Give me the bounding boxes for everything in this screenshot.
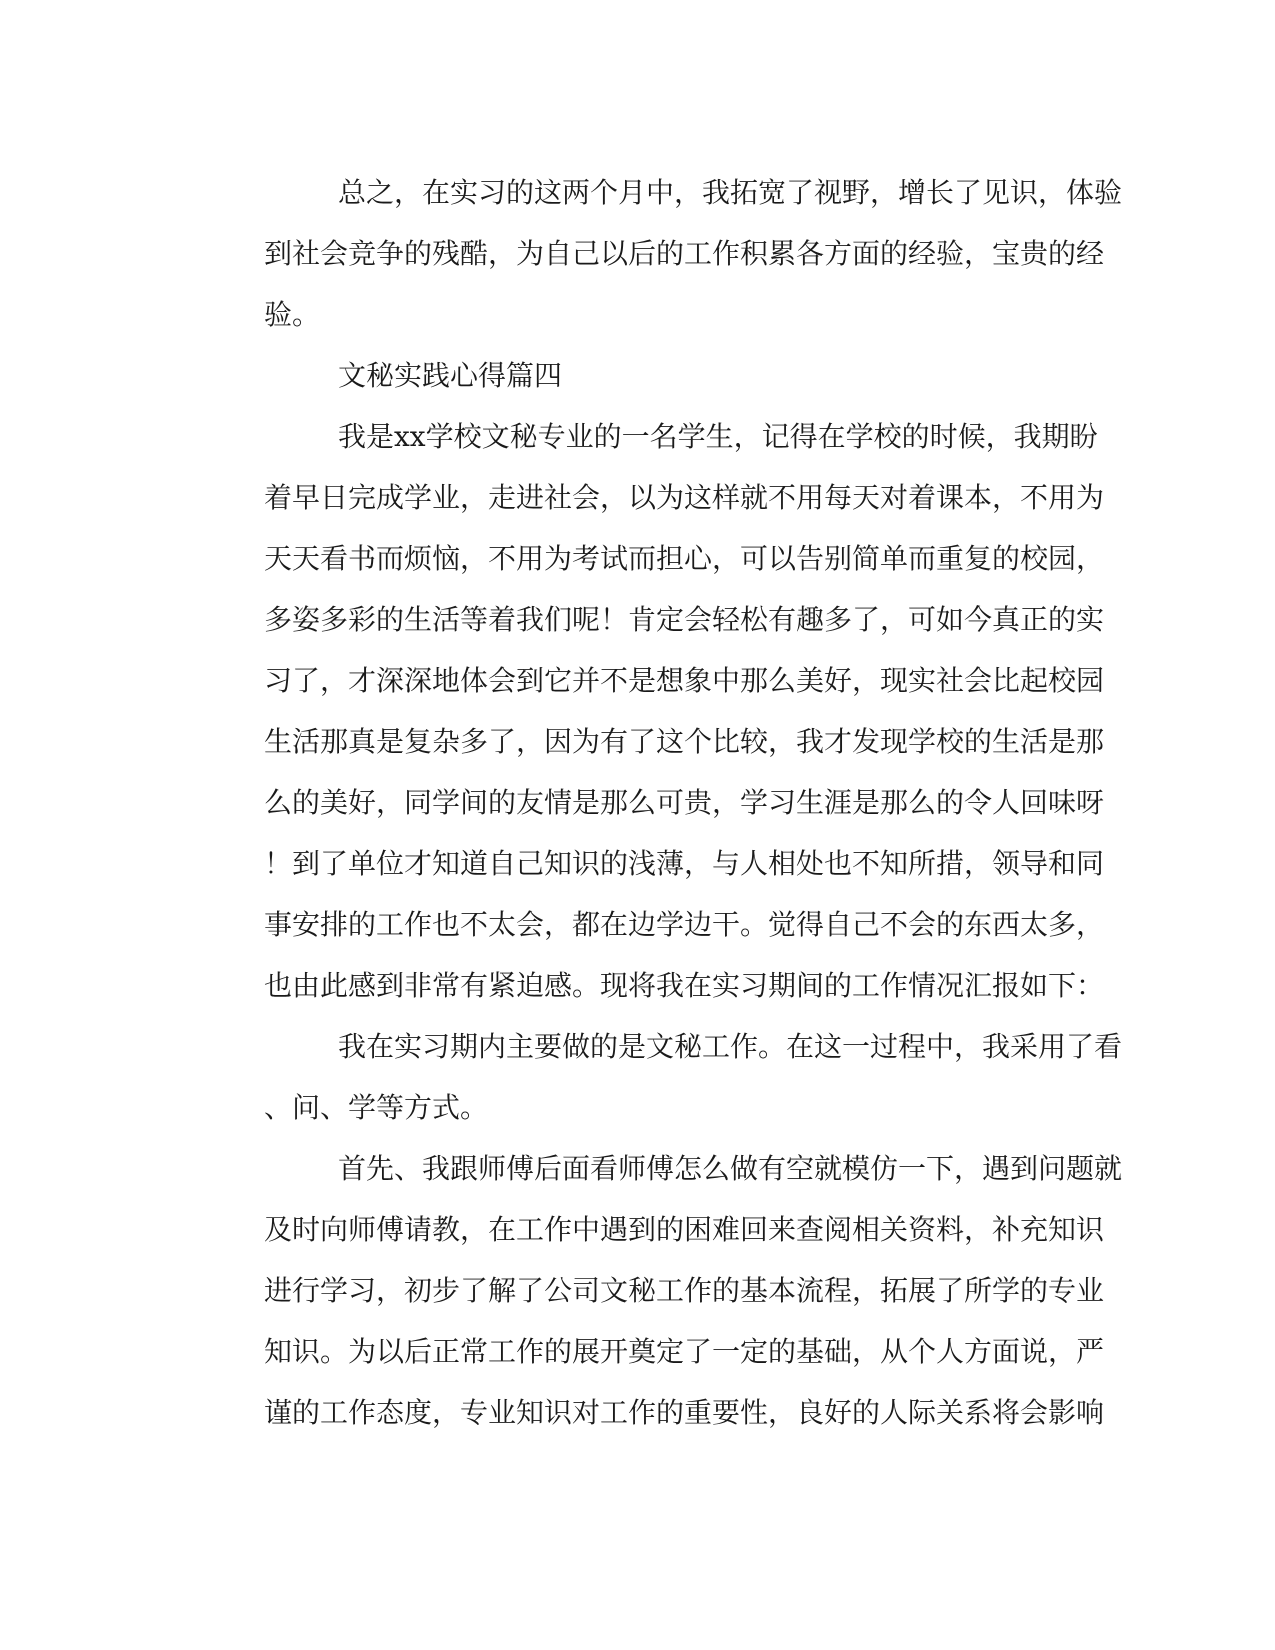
text-line: 谨的工作态度，专业知识对工作的重要性，良好的人际关系将会影响	[264, 1396, 1105, 1429]
text-line: 验。	[264, 298, 321, 331]
text-line: 生活那真是复杂多了，因为有了这个比较，我才发现学校的生活是那	[264, 725, 1105, 758]
text-line: 、问、学等方式。	[264, 1091, 489, 1124]
text-line: 我在实习期内主要做的是文秘工作。在这一过程中，我采用了看	[338, 1030, 1123, 1063]
section-heading	[190, 345, 1070, 406]
text-line: 么的美好，同学间的友情是那么可贵，学习生涯是那么的令人回味呀	[264, 786, 1105, 819]
paragraph-first	[190, 1138, 1123, 1443]
text-line: 首先、我跟师傅后面看师傅怎么做有空就模仿一下，遇到问题就	[338, 1152, 1123, 1185]
text-line: 也由此感到非常有紧迫感。现将我在实习期间的工作情况汇报如下：	[264, 969, 1105, 1002]
text-line: 进行学习，初步了解了公司文秘工作的基本流程，拓展了所学的专业	[264, 1274, 1105, 1307]
paragraph-summary	[190, 162, 1123, 345]
text-line: 天天看书而烦恼，不用为考试而担心，可以告别简单而重复的校园，	[264, 542, 1105, 575]
text-line: 及时向师傅请教，在工作中遇到的困难回来查阅相关资料，补充知识	[264, 1213, 1105, 1246]
text-line: 总之，在实习的这两个月中，我拓宽了视野，增长了见识，体验	[338, 176, 1123, 209]
text-line: 知识。为以后正常工作的展开奠定了一定的基础，从个人方面说，严	[264, 1335, 1105, 1368]
text-line: 多姿多彩的生活等着我们呢！肯定会轻松有趣多了，可如今真正的实	[264, 603, 1105, 636]
text-line: 着早日完成学业，走进社会，以为这样就不用每天对着课本，不用为	[264, 481, 1105, 514]
text-line: 到社会竞争的残酷，为自己以后的工作积累各方面的经验，宝贵的经	[264, 237, 1105, 270]
text-line: ！到了单位才知道自己知识的浅薄，与人相处也不知所措，领导和同	[264, 847, 1105, 880]
text-line: 习了，才深深地体会到它并不是想象中那么美好，现实社会比起校园	[264, 664, 1105, 697]
paragraph-intro	[190, 406, 1105, 1016]
text-line: 我是xx学校文秘专业的一名学生，记得在学校的时候，我期盼	[338, 420, 1098, 453]
text-line: 事安排的工作也不太会，都在边学边干。觉得自己不会的东西太多，	[264, 908, 1105, 941]
heading-text: 文秘实践心得篇四	[338, 359, 563, 392]
document-body	[190, 162, 1123, 1443]
paragraph-work	[190, 1016, 1123, 1138]
